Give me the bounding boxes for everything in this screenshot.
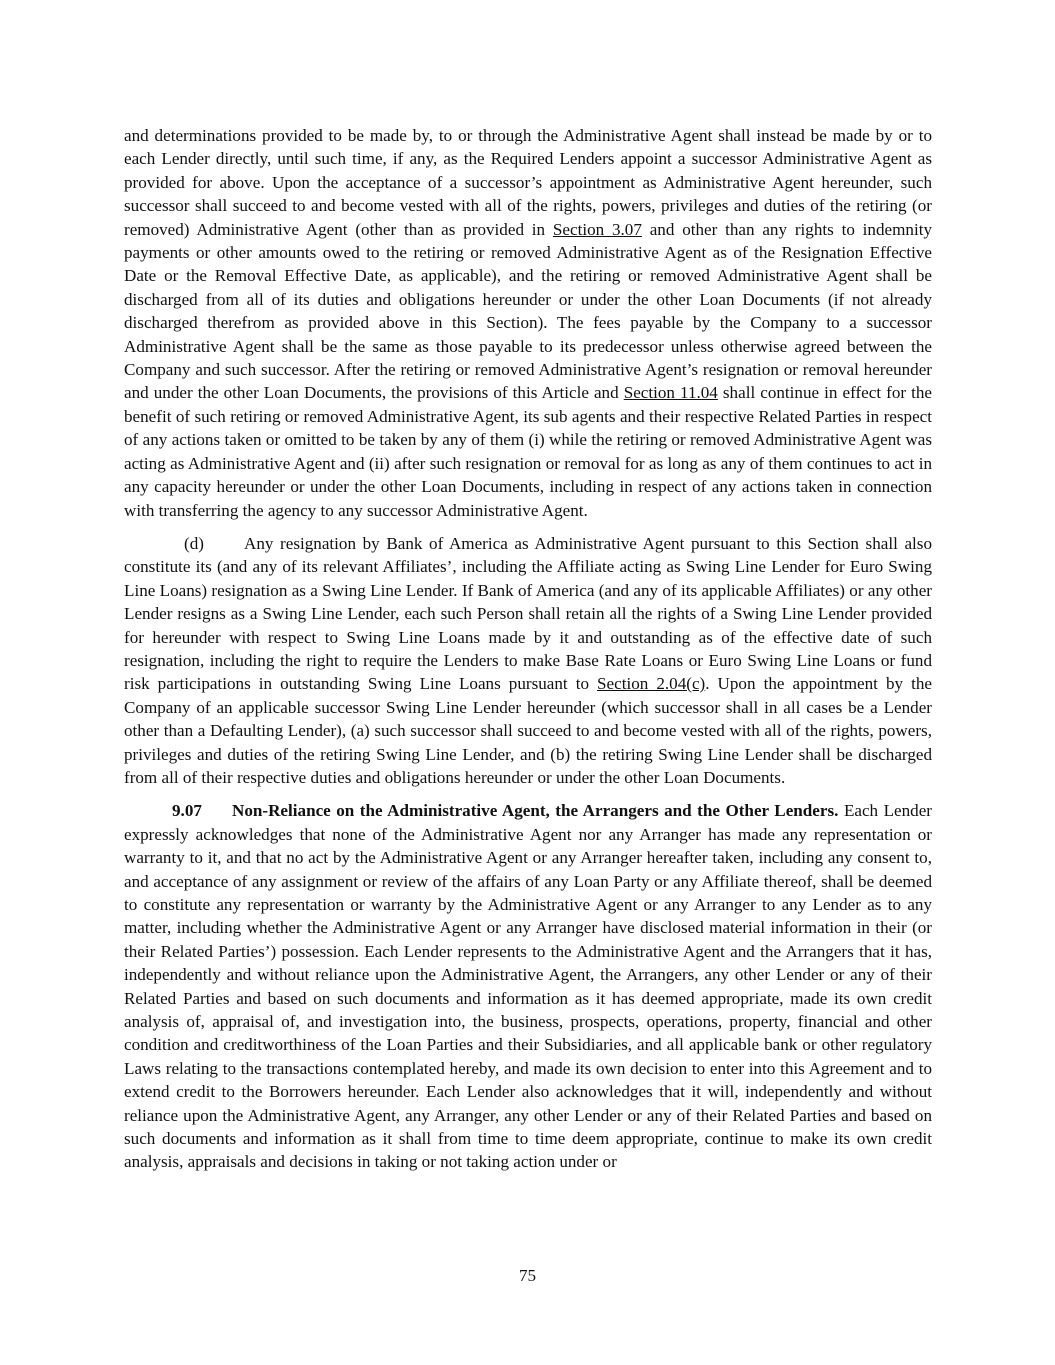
text-run: Any resignation by Bank of America as Administrative Agent pursuant to this Section shall also constitute its (and any of its relevant Affiliates’, including the Affiliate acting as Swing Line Lender for Euro Swing Line Loans) resignation as a Swing Line Lender. If Bank of America (and any of its applicable Affiliates) or any other Lender resigns as a Swing Line Lender, each such Person shall retain all the rights of a Swing Line Lender provided for hereunder with respect to Swing Line Loans made by it and outstanding as of the effective date of such resignation, including the right to require the Lenders to make Base Rate Loans or Euro Swing Line Loans or fund risk participations in outstanding Swing Line Loans pursuant to xyxy=(124,533,932,694)
text-run: . Upon the appointment by the Company of an applicable successor Swing Line Lender hereunder (which successor shall in all cases be a Lender other than a Defaulting Lender), (a) such successor shall succeed to and become vested with all of the rights, powers, privileges and duties of the retiring Swing Line Lender, and (b) the retiring Swing Line Lender shall be discharged from all of their respective duties and obligations hereunder or under the other Loan Documents. xyxy=(124,674,932,787)
page-number: 75 xyxy=(518,1266,537,1285)
section-body: Each Lender expressly acknowledges that none of the Administrative Agent nor any Arranger has made any representation or warranty to it, and that no act by the Administrative Agent or any Arranger hereafter taken, including any consent to, and acceptance of any assignment or review of the affairs of any Loan Party or any Affiliate thereof, shall be deemed to constitute any representation or warranty by the Administrative Agent or any Arranger to any Lender as to any matter, including whether the Administrative Agent or any Arranger have disclosed material information in their (or their Related Parties’) possession. Each Lender represents to the Administrative Agent and the Arrangers that it has, independently and without reliance upon the Administrative Agent, the Arrangers, any other Lender or any of their Related Parties and based on such documents and information as it has deemed appropriate, made its own credit analysis of, appraisal of, and investigation into, the business, prospects, operations, property, financial and other condition and creditworthiness of the Loan Parties and their Subsidiaries, and all applicable bank or other regulatory Laws relating to the transactions contemplated hereby, and made its own decision to enter into this Agreement and to extend credit to the Borrowers hereunder. Each Lender also acknowledges that it will, independently and without reliance upon the Administrative Agent, any Arranger, any other Lender or any of their Related Parties and based on such documents and information as it shall from time to time deem appropriate, continue to make its own credit analysis, appraisals and decisions in taking or not taking action under or xyxy=(124,801,933,1172)
paragraph-c-continued xyxy=(124,124,932,522)
text-run: and determinations provided to be made by, to or through the Administrative Agent shall instead be made by or to each Lender directly, until such time, if any, as the Required Lenders appoint a successor Administrative Agent as provided for above. Upon the acceptance of a successor’s appointment as Administrative Agent hereunder, such successor shall succeed to and become vested with all of the rights, powers, privileges and duties of the retiring (or removed) Administrative Agent (other than as provided in xyxy=(124,126,932,239)
section-reference: Section 3.07 xyxy=(552,219,642,239)
clause-label: (d) xyxy=(184,533,204,553)
section-9-07 xyxy=(124,799,932,1174)
section-heading: Non-Reliance on the Administrative Agent, the Arrangers and the Other Lenders. xyxy=(232,801,839,821)
section-reference: Section 2.04(c) xyxy=(597,674,706,694)
body-text xyxy=(124,124,932,1184)
section-reference: Section 11.04 xyxy=(623,383,718,403)
paragraph-d xyxy=(124,532,932,789)
text-run: and other than any rights to indemnity payments or other amounts owed to the retiring or removed Administrative Agent as of the Resignation Effective Date or the Removal Effective Date, as applicable), and the retiring or removed Administrative Agent shall be discharged from all of its duties and obligations hereunder or under the other Loan Documents (if not already discharged therefrom as provided above in this Section). The fees payable by the Company to a successor Administrative Agent shall be the same as those payable to its predecessor unless otherwise agreed between the Company and such successor. After the retiring or removed Administrative Agent’s resignation or removal hereunder and under the other Loan Documents, the provisions of this Article and xyxy=(124,219,932,403)
section-number: 9.07 xyxy=(172,801,202,821)
text-run: shall continue in effect for the benefit of such retiring or removed Administrative Agent, its sub agents and their respective Related Parties in respect of any actions taken or omitted to be taken by any of them (i) while the retiring or removed Administrative Agent was acting as Administrative Agent and (ii) after such resignation or removal for as long as any of them continues to act in any capacity hereunder or under the other Loan Documents, including in respect of any actions taken in connection with transferring the agency to any successor Administrative Agent. xyxy=(124,383,932,520)
